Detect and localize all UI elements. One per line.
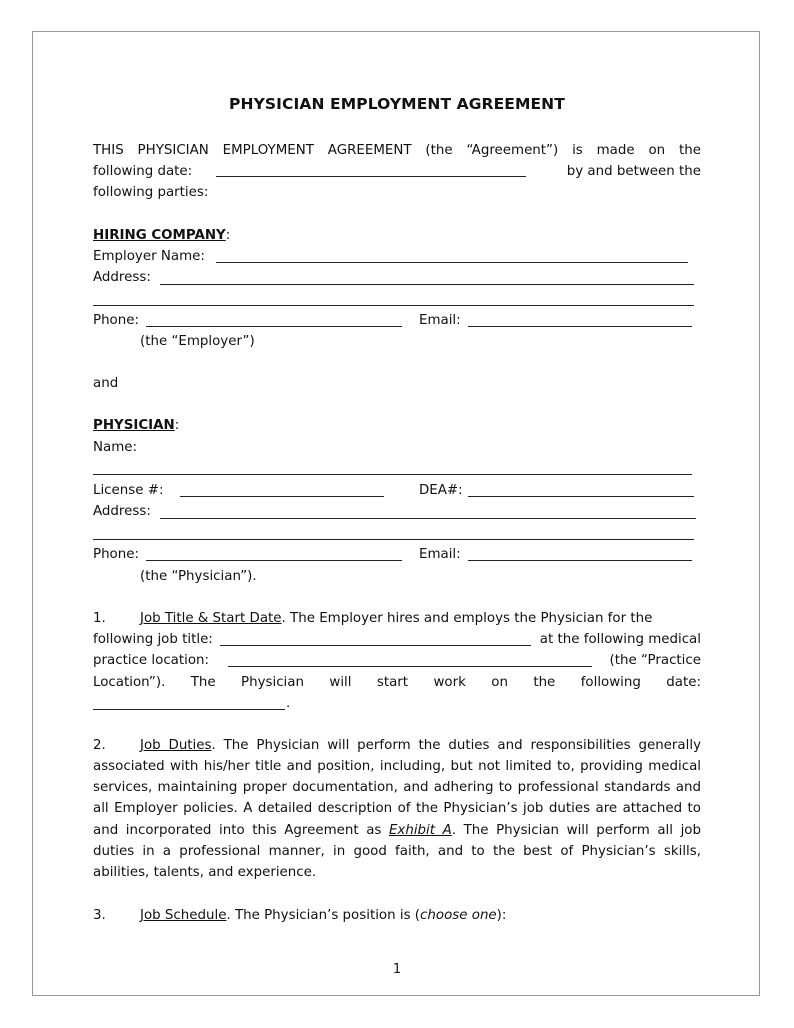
document-title: PHYSICIAN EMPLOYMENT AGREEMENT [229, 95, 565, 113]
intro-line-1: THIS PHYSICIAN EMPLOYMENT AGREEMENT (the “Agreement”) is made on the [93, 143, 701, 158]
employer-phone-field[interactable] [146, 326, 402, 327]
intro-by-between: by and between the [566, 164, 701, 179]
physician-email-label: Email: [419, 547, 461, 562]
section-2-line-1: 2. Job Duties. The Physician will perform the duties and responsibilities generally [93, 735, 701, 756]
physician-address-field[interactable] [160, 518, 696, 519]
page-number: 1 [392, 962, 402, 977]
license-label: License #: [93, 483, 164, 498]
physician-name-label: Name: [93, 440, 138, 455]
physician-designation: (the “Physician”). [140, 569, 257, 584]
employer-phone-label: Phone: [93, 313, 139, 328]
and-text: and [93, 376, 119, 391]
section-1-line-4: Location”). The Physician will start work on the following date: [93, 675, 701, 690]
section-1-heading: Job Title & Start Date [140, 611, 282, 626]
job-title-label: following job title: [93, 632, 213, 647]
employer-email-label: Email: [419, 313, 461, 328]
exhibit-a-reference: Exhibit A [388, 823, 452, 838]
physician-heading: PHYSICIAN: [93, 418, 180, 433]
section-1-line-2: following job title: at the following medical [93, 632, 701, 647]
license-field[interactable] [180, 496, 384, 497]
section-2-heading: Job Duties [140, 738, 212, 753]
employer-address-label: Address: [93, 270, 151, 285]
section-1-line-1: 1. Job Title & Start Date. The Employer hires and employs the Physician for the [93, 608, 701, 629]
physician-phone-field[interactable] [146, 560, 402, 561]
employer-phone-email-row [93, 310, 701, 331]
section-1-line-5: . [286, 696, 291, 711]
section-2-line-4: all Employer policies. A detailed description of the Physician’s job duties are attached to [93, 801, 701, 816]
employer-email-field[interactable] [468, 326, 692, 327]
section-2-line-2: associated with his/her title and position, including, but not limited to, providing medical [93, 759, 701, 774]
practice-location-label: practice location: [93, 653, 210, 668]
dea-label: DEA#: [419, 483, 463, 498]
section-3-line-1: 3. Job Schedule. The Physician’s position is (choose one): [93, 905, 701, 926]
section-3-heading: Job Schedule [140, 908, 227, 923]
section-2-line-5: and incorporated into this Agreement as Exhibit A. The Physician will perform all job [93, 823, 701, 838]
job-title-field[interactable] [220, 645, 531, 646]
physician-email-field[interactable] [468, 560, 692, 561]
employer-address-field-2[interactable] [93, 305, 694, 306]
intro-date-label: following date: [93, 164, 193, 179]
physician-name-field[interactable] [93, 474, 692, 475]
employer-designation: (the “Employer”) [140, 334, 255, 349]
physician-address-label: Address: [93, 504, 151, 519]
hiring-company-heading: HIRING COMPANY: [93, 228, 231, 243]
employer-name-label: Employer Name: [93, 249, 205, 264]
agreement-date-field[interactable] [216, 176, 526, 177]
license-dea-row [93, 480, 701, 501]
physician-phone-label: Phone: [93, 547, 139, 562]
section-2-line-6: duties in a professional manner, in good faith, and to the best of Physician’s skills, [93, 844, 701, 859]
physician-phone-email-row [93, 544, 701, 565]
section-2-line-3: services, maintaining proper documentation, and adhering to professional standards and [93, 780, 701, 795]
section-2-line-7: abilities, talents, and experience. [93, 865, 317, 880]
dea-field[interactable] [468, 496, 694, 497]
section-1-number: 1. [93, 611, 106, 626]
physician-address-field-2[interactable] [93, 539, 694, 540]
intro-line-3: following parties: [93, 185, 209, 200]
employer-address-field[interactable] [160, 284, 694, 285]
employer-name-field[interactable] [216, 262, 688, 263]
section-2-number: 2. [93, 738, 106, 753]
section-3-number: 3. [93, 908, 106, 923]
practice-location-field[interactable] [228, 666, 592, 667]
intro-line-2 [93, 161, 701, 182]
section-1-line-3: practice location: (the “Practice [93, 653, 701, 668]
start-date-field[interactable] [93, 709, 285, 710]
